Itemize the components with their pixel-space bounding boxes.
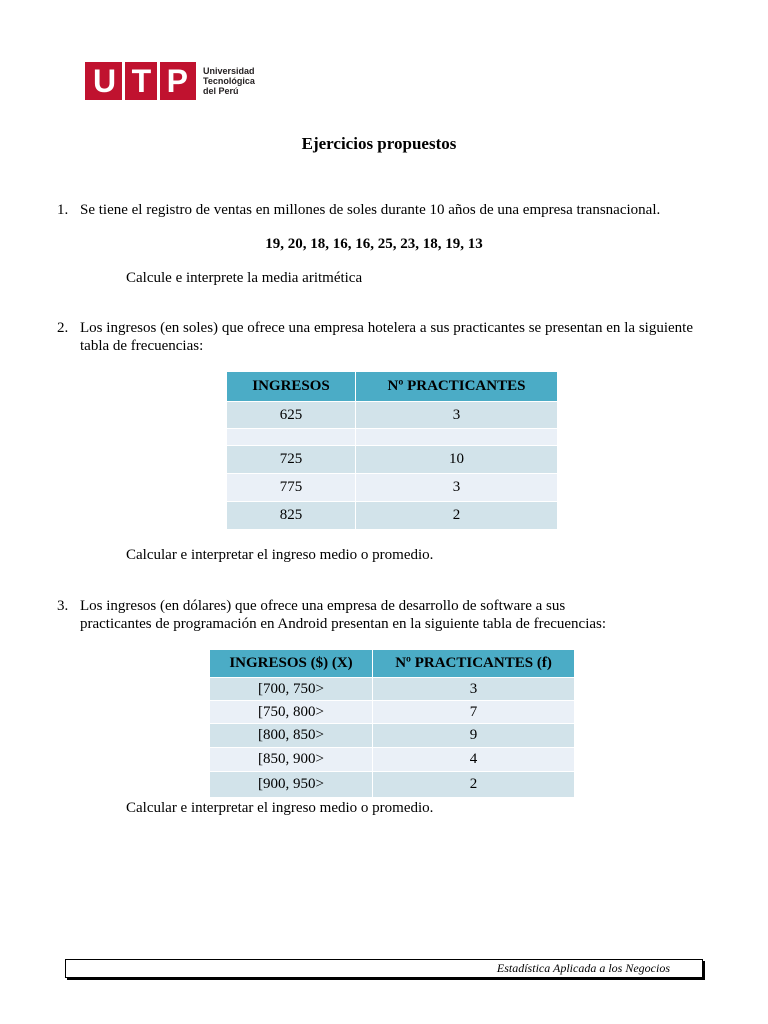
table-row: [700, 750> 3 — [210, 678, 575, 701]
footer — [65, 959, 703, 978]
ex1-data: 19, 20, 18, 16, 16, 25, 23, 18, 19, 13 — [265, 236, 483, 252]
ex2-header-ingresos: INGRESOS — [227, 372, 356, 402]
footer-text: Estadística Aplicada a los Negocios — [496, 961, 670, 975]
table-row: [850, 900> 4 — [210, 748, 575, 772]
ex3-header-ingresos: INGRESOS ($) (X) — [210, 650, 373, 678]
ex2-task: Calcular e interpretar el ingreso medio o promedio. — [126, 547, 434, 563]
ex2-text: Los ingresos (en soles) que ofrece una empresa hotelera a sus practicantes se presentan en la siguiente tabla de frecuencias: — [80, 320, 693, 354]
utp-logo — [85, 62, 255, 100]
ex3-table — [209, 649, 575, 798]
ex3-number: 3. — [57, 598, 69, 614]
table-row — [227, 429, 558, 446]
table-row: [900, 950> 2 — [210, 772, 575, 798]
ex1-task: Calcule e interprete la media aritmética — [126, 270, 363, 286]
ex2-number: 2. — [57, 320, 69, 336]
ex1-number: 1. — [57, 202, 69, 218]
table-row: [800, 850> 9 — [210, 724, 575, 748]
table-row: [750, 800> 7 — [210, 701, 575, 724]
ex2-header-practicantes: Nº PRACTICANTES — [356, 372, 558, 402]
table-row: 775 3 — [227, 474, 558, 502]
table-row: 825 2 — [227, 502, 558, 530]
logo-letter-u: U — [93, 62, 117, 99]
ex1-text: Se tiene el registro de ventas en millones de soles durante 10 años de una empresa transnacional. — [80, 202, 661, 218]
ex3-text-line2: practicantes de programación en Android presentan en la siguiente tabla de frecuencias: — [80, 616, 607, 632]
ex2-table — [226, 371, 558, 530]
ex3-text-line1: Los ingresos (en dólares) que ofrece una empresa de desarrollo de software a sus — [80, 598, 566, 614]
logo-letter-t: T — [131, 62, 152, 99]
table-row: 625 3 — [227, 402, 558, 429]
page-title: Ejercicios propuestos — [301, 134, 457, 153]
table-row: 725 10 — [227, 446, 558, 474]
ex3-header-practicantes: Nº PRACTICANTES (f) — [373, 650, 575, 678]
logo-text: Universidad Tecnológica del Perú — [203, 66, 255, 96]
ex3-task: Calcular e interpretar el ingreso medio o promedio. — [126, 800, 434, 816]
logo-letter-p: P — [166, 62, 188, 99]
utp-logo-mark — [85, 62, 196, 100]
